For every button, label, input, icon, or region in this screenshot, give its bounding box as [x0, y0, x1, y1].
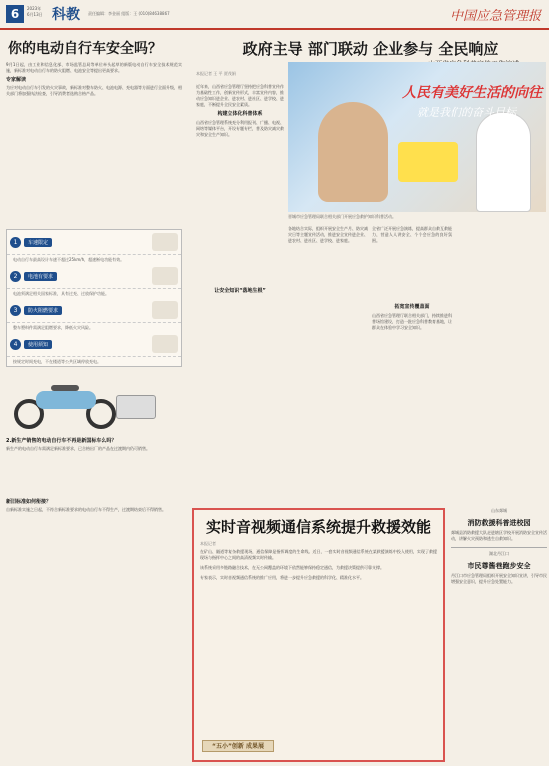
- right-byline: 本报记者 王 平 贾茂娟: [196, 71, 236, 76]
- aed-device-icon: [398, 142, 458, 182]
- info-row: [7, 332, 181, 357]
- info-number: 1: [10, 237, 21, 248]
- right-headline: 政府主导 部门联动 企业参与 全民响应: [242, 40, 499, 58]
- info-row: [7, 264, 181, 289]
- qa-body: 新生产的电动自行车需满足新标准要求，已合格出厂的产品在过渡期内仍可销售。: [6, 446, 150, 451]
- section-name: 科教: [52, 7, 80, 23]
- person-figure: [476, 112, 531, 212]
- info-text: 整车塑料件需满足阻燃要求，降低火灾风险。: [13, 325, 93, 330]
- fire-icon: [152, 301, 178, 319]
- qa-heading: 新旧标准如何衔接？: [6, 499, 52, 505]
- ebike-illustration: [6, 371, 182, 431]
- page-number: 6: [6, 5, 24, 23]
- info-tag: 使用须知: [24, 340, 52, 349]
- newspaper-logo: 中国应急管理报: [449, 9, 541, 24]
- col-c-subtitle: 拓宽宣传覆盖面: [394, 304, 430, 310]
- col-c-text-2: 山西省应急管理厅联合相关部门，持续推进科普场馆建设，打造一批应急科普教育基地，让群众在体验中学习安全知识。: [372, 313, 452, 330]
- info-row: [7, 298, 181, 323]
- info-text: 电池须满足相关国家标准，具有过充、过放保护功能。: [13, 291, 109, 296]
- photo-banner-sub: 就是我们的奋斗目标: [417, 106, 516, 119]
- col-a-text-2: 山西省应急管理系统充分利用报刊、广播、电视、网络等媒体平台，开设专题专栏，普及防灾减灾救灾和安全生产知识。: [196, 120, 284, 137]
- side-briefs: [449, 508, 549, 587]
- col-a-subtitle: 构建立体化科普体系: [217, 111, 263, 117]
- battery-pack-icon: [116, 395, 156, 419]
- info-row: [7, 230, 181, 255]
- info-text: 电动自行车最高设计车速不超过25km/h，超速断电功能有效。: [13, 257, 125, 262]
- left-intro: 9月1日起，由工业和信息化部、市场监管总局等单位牵头起草的新版电动自行车安全技术规范实施，新标准对电动自行车的防火阻燃、电池安全等提出更高要求。: [6, 62, 182, 73]
- feature-article-box: [192, 508, 445, 762]
- article-column-d: [456, 226, 544, 504]
- feature-title: 实时音视频通信系统提升救援效能: [205, 518, 431, 536]
- article-column-a: [196, 84, 284, 504]
- col-b-text: 各地结合实际，组织开展安全生产月、防灾减灾日等主题宣传活动，推进安全宣传进企业、进农村、进社区、进学校、进家庭。: [288, 226, 368, 243]
- info-box: [6, 229, 182, 367]
- col-c-text: 全省广泛开展应急演练，提高群众自救互救能力，营造人人讲安全、个个会应急的良好氛围。: [372, 226, 452, 243]
- brief-body: 丹江口市应急管理局组织开展安全知识宣讲，引导市民增强安全意识，提升应急处置能力。: [451, 573, 547, 584]
- feature-byline: 本报记者: [200, 541, 216, 546]
- col-a-text: 近年来，山西省应急管理厅坚持把应急科普宣传作为基础性工作，创新宣传形式，丰富宣传内容，推动应急知识进企业、进农村、进社区、进学校、进家庭，不断提升全民安全素质。: [196, 84, 284, 107]
- divider: [451, 547, 547, 548]
- info-tag: 车速限定: [24, 238, 52, 247]
- bike-body-icon: [36, 391, 96, 409]
- battery-icon: [152, 267, 178, 285]
- bike-seat-icon: [51, 385, 79, 391]
- brief-location: 山东郯城: [491, 508, 507, 513]
- left-column: [0, 34, 188, 762]
- feature-body-2: 该系统采用多链路融合技术，在无公网覆盖的环境下依然能够保持稳定通信，为救援决策提供可靠支撑。: [200, 565, 384, 570]
- brief-location: 湖北丹江口: [489, 551, 509, 556]
- cpr-manikin-icon: [318, 102, 388, 202]
- qa-body: 自新标准实施之日起，不符合新标准要求的电动自行车不得生产，过渡期结束后不得销售。: [6, 507, 166, 512]
- feature-body-3: 专家表示，实时音视频通信系统的推广应用，将进一步提升应急救援的科学化、精准化水平。: [200, 575, 364, 580]
- editor-credits: 责任编辑：李金丽 组版：王 (010)84638867: [88, 11, 170, 16]
- brief-title: 市民尊酱巷跑步安全: [467, 561, 531, 570]
- info-tag: 防火阻燃要求: [24, 306, 62, 315]
- feature-body-1: 在矿山、隧道等复杂救援现场，通信保障是指挥调度的生命线。近日，一套实时音视频通信系统在某救援演练中投入使用，实现了救援现场与指挥中心之间的高清视频实时传输。: [200, 549, 437, 560]
- left-section-label: 专家解读: [6, 77, 27, 83]
- page-date: [27, 6, 43, 18]
- brief-body: 郯城县消防救援大队走进辖区学校开展消防安全宣传活动，讲解火灾预防和逃生自救知识。: [451, 530, 547, 541]
- col-a-subtitle-2: 让安全知识“落地生根”: [214, 288, 266, 294]
- left-body: 为应对电动自行车引发的火灾事故，新标准对整车防火、电池电源、充电器等方面进行全面升级，相关部门将加强执法检查，引导消费者选购合格产品。: [6, 85, 182, 96]
- speedometer-icon: [152, 233, 178, 251]
- article-column-c: [372, 226, 452, 504]
- date-line-year: 2023年: [27, 6, 42, 11]
- charger-icon: [152, 335, 178, 353]
- info-number: 3: [10, 305, 21, 316]
- photo-banner: 人民有美好生活的向往: [402, 85, 542, 101]
- info-number: 2: [10, 271, 21, 282]
- article-column-b: [288, 226, 368, 504]
- feature-stamp: “五小”创新 成果展: [202, 740, 274, 752]
- feature-photo: [288, 62, 546, 212]
- brief-title: 消防救援科普进校园: [467, 518, 531, 527]
- left-headline: 你的电动自行车安全吗？: [8, 41, 162, 57]
- masthead: [0, 0, 549, 30]
- info-text: 按规定时间充电，不在楼道等公共区域停放充电。: [13, 359, 101, 364]
- info-number: 4: [10, 339, 21, 350]
- photo-caption: 晋城市应急管理局联合相关部门开展应急救护知识科普活动。: [288, 214, 396, 219]
- date-line-day: 6月13日: [27, 12, 43, 17]
- info-tag: 电池有要求: [24, 272, 57, 281]
- qa-heading: 2.新生产销售的电动自行车不再是新国标车么吗？: [6, 438, 117, 444]
